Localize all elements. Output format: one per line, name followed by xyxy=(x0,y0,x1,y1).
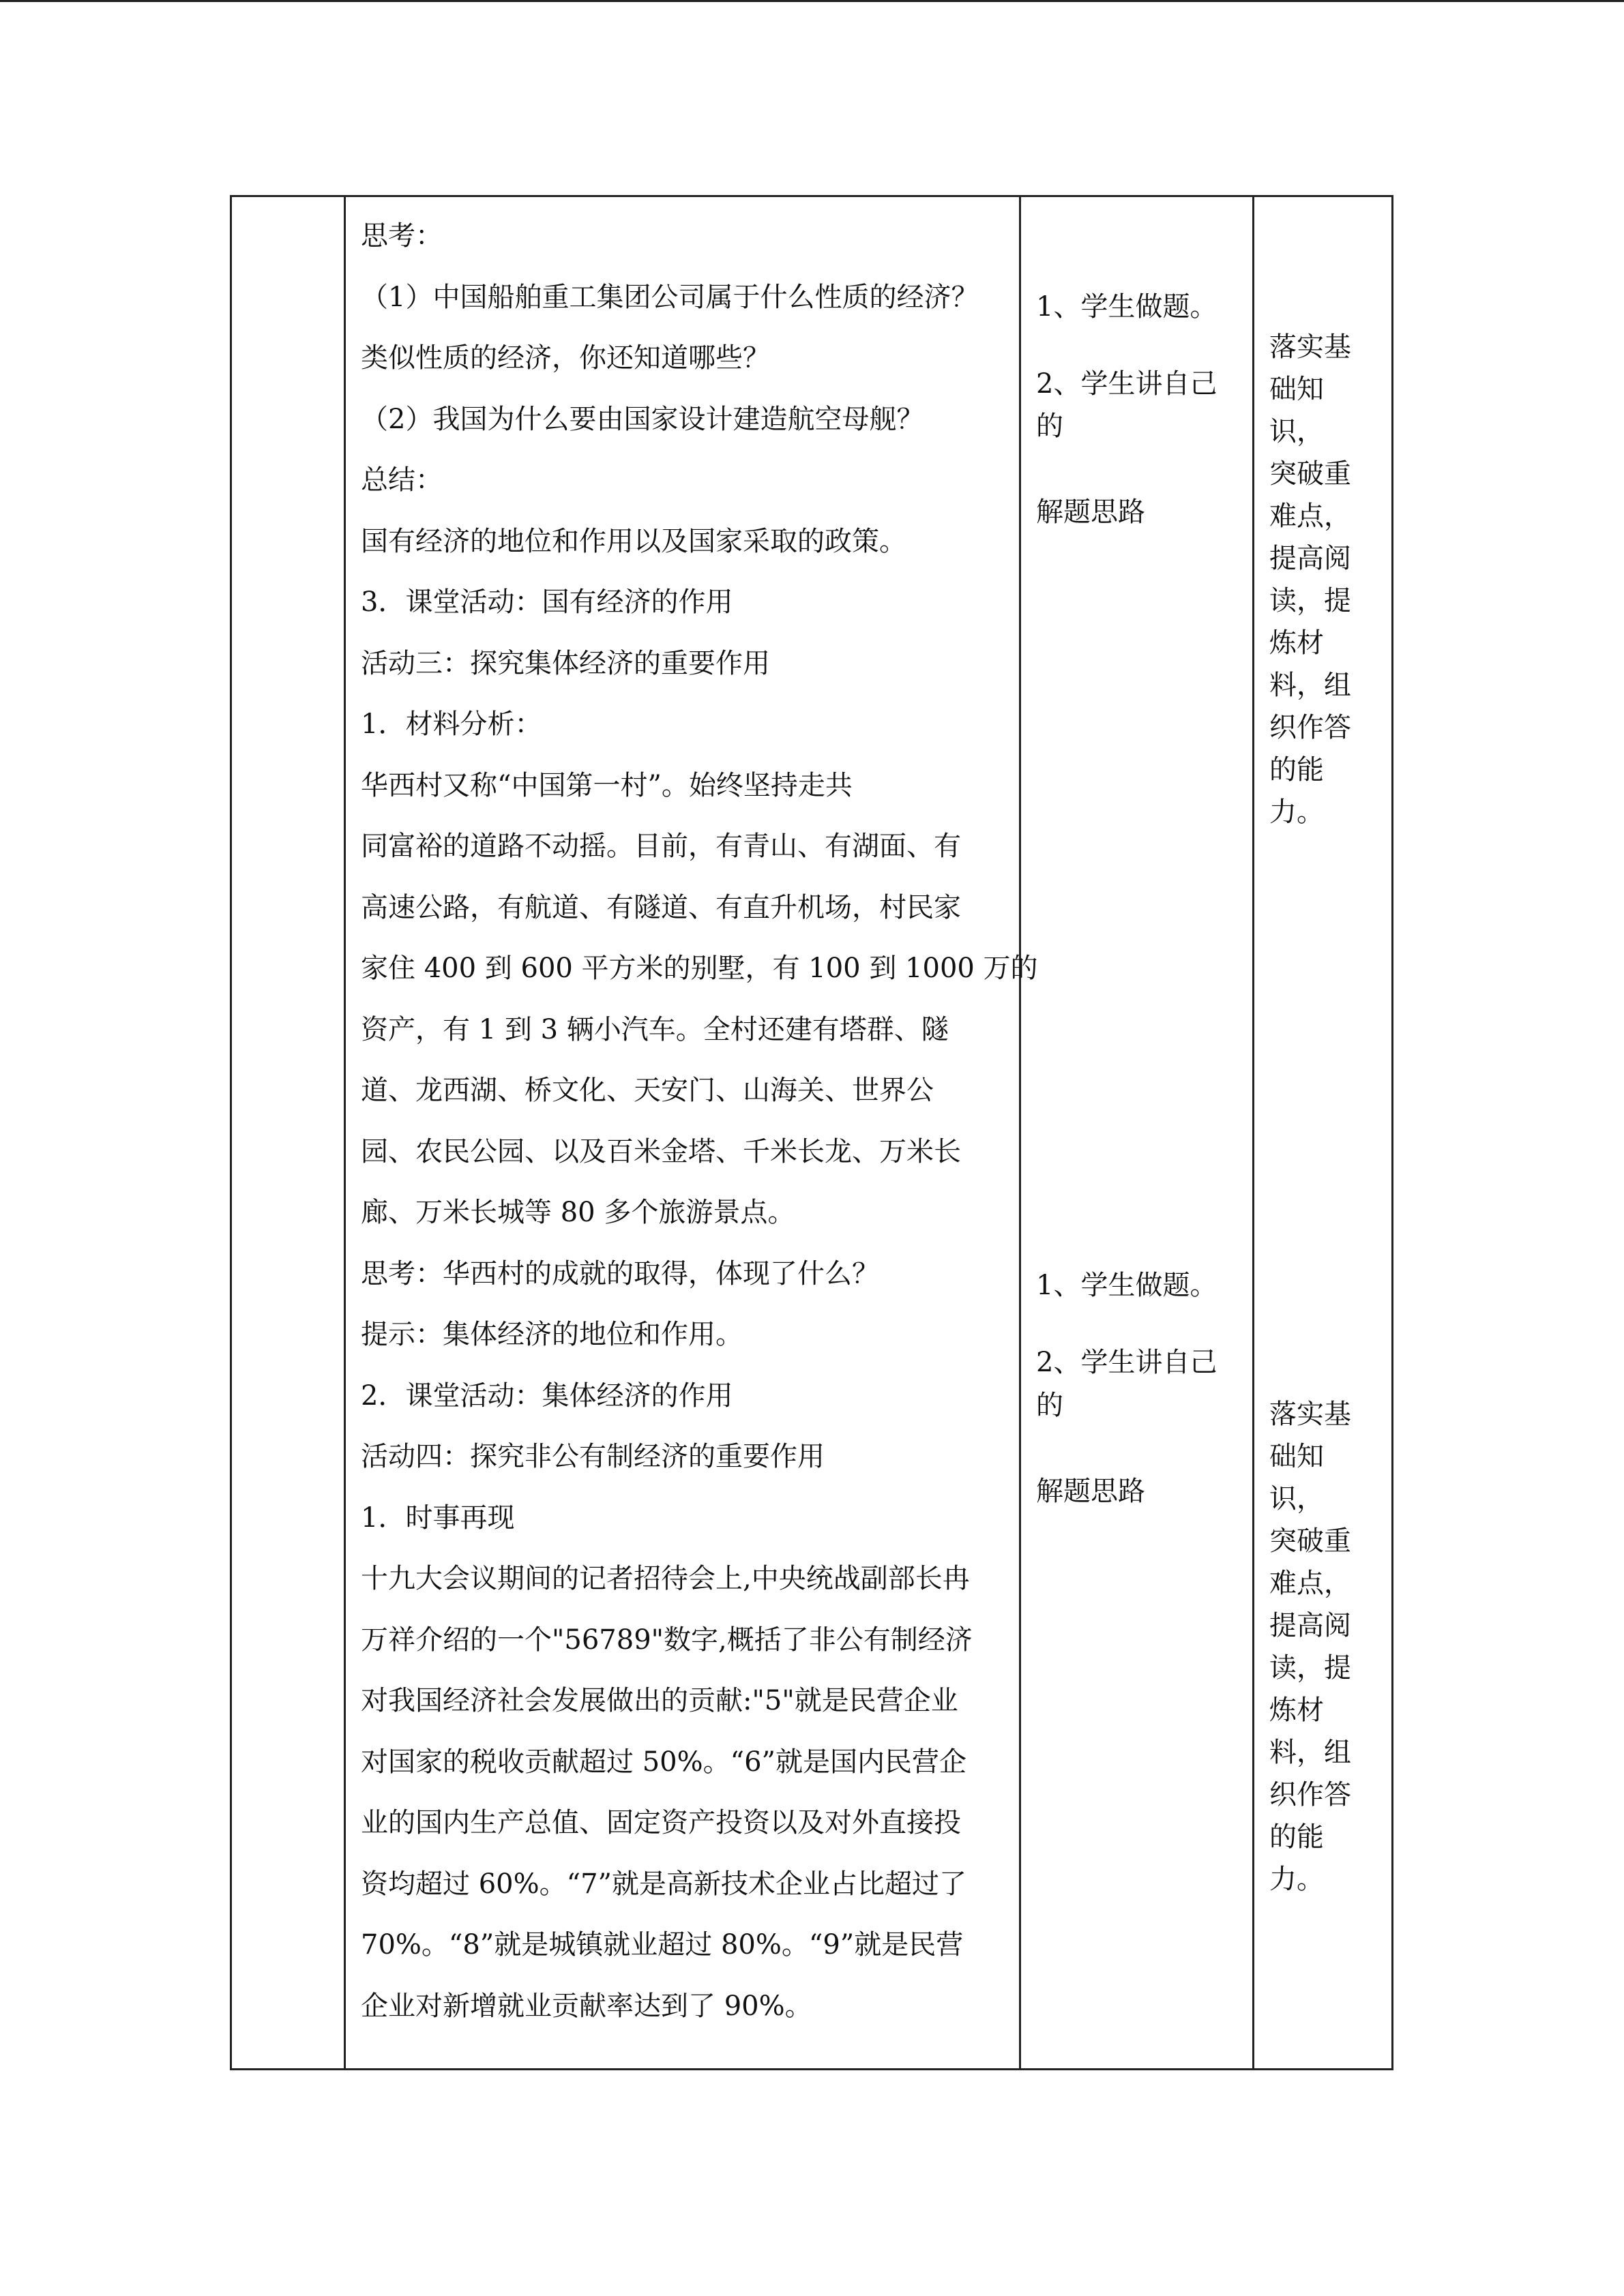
content-text-line: 十九大会议期间的记者招待会上,中央统战副部长冉 xyxy=(361,1563,970,1594)
content-text-line: 家住 400 到 600 平方米的别墅，有 100 到 1000 万的 xyxy=(361,953,1038,984)
content-text-line: 思考：华西村的成就的取得，体现了什么？ xyxy=(361,1258,879,1289)
design-intent-line: 突破重 xyxy=(1269,458,1351,490)
design-intent-line: 提高阅 xyxy=(1269,1610,1351,1641)
design-intent-line: 织作答 xyxy=(1269,1779,1351,1810)
empty-cell xyxy=(232,197,344,2068)
content-text-line: 对国家的税收贡献超过 50%。“6”就是国内民营企 xyxy=(361,1746,966,1778)
design-intent-line: 落实基 xyxy=(1269,1399,1351,1430)
design-intent-line: 的能 xyxy=(1269,754,1324,786)
content-text-line: 70%。“8”就是城镇就业超过 80%。“9”就是民营 xyxy=(361,1929,964,1960)
content-text-line: 思考： xyxy=(361,220,443,252)
content-text-line: 2．课堂活动：集体经济的作用 xyxy=(361,1380,733,1412)
design-intent-line: 力。 xyxy=(1269,1864,1324,1895)
content-text-line: 业的国内生产总值、固定资产投资以及对外直接投 xyxy=(361,1807,961,1838)
design-intent-line: 织作答 xyxy=(1269,712,1351,743)
top-border-line xyxy=(0,0,1624,2)
lesson-plan-table xyxy=(230,195,1393,2070)
content-text-line: 园、农民公园、以及百米金塔、千米长龙、万米长 xyxy=(361,1136,961,1167)
design-intent-line: 识， xyxy=(1269,416,1324,447)
design-intent-line: 突破重 xyxy=(1269,1525,1351,1557)
design-intent-line: 料，组 xyxy=(1269,670,1351,701)
student-activity-line: 的 xyxy=(1036,411,1063,442)
design-intent-line: 提高阅 xyxy=(1269,543,1351,574)
design-intent-line: 难点， xyxy=(1269,1568,1351,1599)
design-intent-line: 难点， xyxy=(1269,501,1351,532)
design-intent-line: 读，提 xyxy=(1269,1652,1351,1684)
content-text-line: 总结： xyxy=(361,464,443,496)
content-text-line: 1．时事再现 xyxy=(361,1502,515,1534)
student-activity-line: 1、学生做题。 xyxy=(1036,1270,1217,1301)
content-text-line: （2）我国为什么要由国家设计建造航空母舰？ xyxy=(361,404,924,435)
student-activity-line: 2、学生讲自己 xyxy=(1036,368,1217,400)
content-text-line: 同富裕的道路不动摇。目前，有青山、有湖面、有 xyxy=(361,831,961,862)
content-text-line: 国有经济的地位和作用以及国家采取的政策。 xyxy=(361,526,906,557)
content-text-line: 万祥介绍的一个"56789"数字,概括了非公有制经济 xyxy=(361,1624,973,1656)
content-text-line: 活动四：探究非公有制经济的重要作用 xyxy=(361,1441,825,1472)
design-intent-line: 落实基 xyxy=(1269,331,1351,363)
design-intent-line: 识， xyxy=(1269,1483,1324,1515)
student-activity-line: 1、学生做题。 xyxy=(1036,291,1217,323)
content-text-line: 高速公路，有航道、有隧道、有直升机场，村民家 xyxy=(361,892,961,923)
design-intent-line: 料，组 xyxy=(1269,1737,1351,1768)
student-activity-line: 解题思路 xyxy=(1036,496,1145,528)
content-text-line: 廊、万米长城等 80 多个旅游景点。 xyxy=(361,1197,795,1228)
content-text-line: 3．课堂活动：国有经济的作用 xyxy=(361,586,733,618)
content-text-line: 资产，有 1 到 3 辆小汽车。全村还建有塔群、隧 xyxy=(361,1014,949,1045)
student-activity-line: 解题思路 xyxy=(1036,1476,1145,1507)
content-text-line: 类似性质的经济，你还知道哪些？ xyxy=(361,342,770,374)
design-intent-line: 础知 xyxy=(1269,374,1324,405)
content-text-line: 活动三：探究集体经济的重要作用 xyxy=(361,648,770,679)
student-activity-line: 2、学生讲自己 xyxy=(1036,1347,1217,1378)
design-intent-line: 炼材 xyxy=(1269,1695,1324,1726)
design-intent-line: 础知 xyxy=(1269,1441,1324,1472)
design-intent-line: 力。 xyxy=(1269,796,1324,828)
student-activity-cell xyxy=(1021,197,1252,2068)
design-intent-line: 炼材 xyxy=(1269,627,1324,659)
design-intent-line: 读，提 xyxy=(1269,585,1351,616)
content-text-line: 道、龙西湖、桥文化、天安门、山海关、世界公 xyxy=(361,1075,934,1106)
content-text-line: 企业对新增就业贡献率达到了 90%。 xyxy=(361,1991,812,2022)
content-text-line: 1．材料分析： xyxy=(361,709,542,740)
design-intent-cell xyxy=(1254,197,1393,2068)
student-activity-line: 的 xyxy=(1036,1390,1063,1421)
teaching-content-cell xyxy=(346,197,1038,2068)
content-text-line: 提示：集体经济的地位和作用。 xyxy=(361,1319,743,1350)
design-intent-line: 的能 xyxy=(1269,1821,1324,1853)
content-text-line: （1）中国船舶重工集团公司属于什么性质的经济？ xyxy=(361,282,979,313)
content-text-line: 对我国经济社会发展做出的贡献:"5"就是民营企业 xyxy=(361,1685,958,1716)
content-text-line: 资均超过 60%。“7”就是高新技术企业占比超过了 xyxy=(361,1868,966,1900)
content-text-line: 华西村又称“中国第一村”。始终坚持走共 xyxy=(361,770,853,801)
